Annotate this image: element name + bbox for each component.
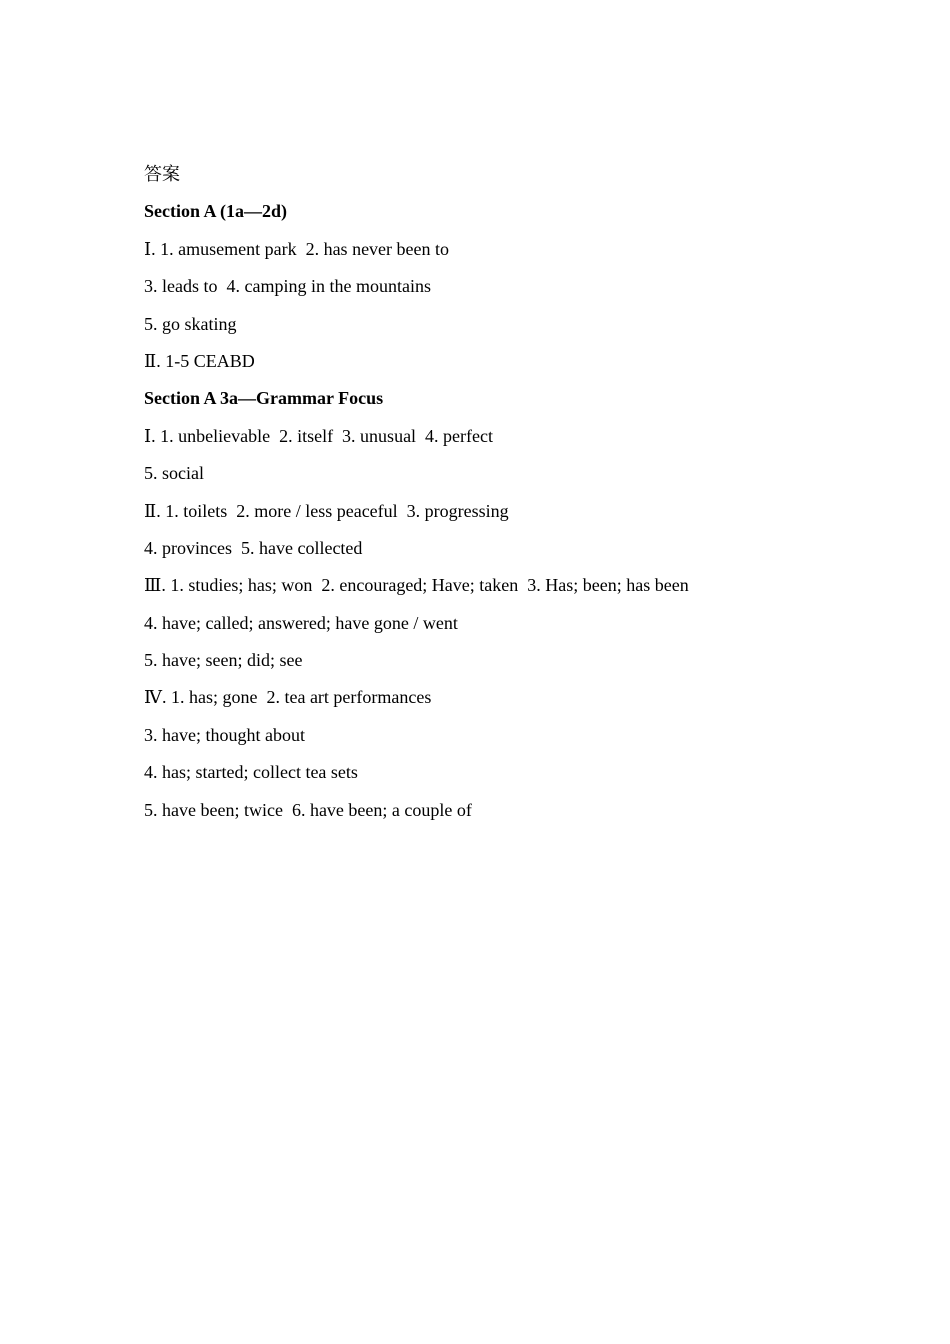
answer-line: 5. have been; twice 6. have been; a couple of — [144, 799, 472, 820]
answer-line: 5. social — [144, 463, 204, 484]
section-heading: Section A 3a—Grammar Focus — [144, 388, 384, 409]
answer-line: Ⅳ. 1. has; gone 2. tea art performances — [144, 687, 432, 708]
answer-line: 5. go skating — [144, 313, 237, 334]
page-title: 答案 — [144, 164, 180, 185]
answer-line: 4. has; started; collect tea sets — [144, 762, 358, 783]
section-heading: Section A (1a—2d) — [144, 201, 288, 222]
answer-line: Ⅰ. 1. unbelievable 2. itself 3. unusual 4. perfect — [144, 425, 494, 446]
answer-line: 3. leads to 4. camping in the mountains — [144, 276, 431, 297]
answer-line: 3. have; thought about — [144, 724, 305, 745]
answer-line: 4. provinces 5. have collected — [144, 537, 363, 558]
answer-line: Ⅲ. 1. studies; has; won 2. encouraged; Have; taken 3. Has; been; has been — [144, 575, 689, 596]
answer-line: Ⅱ. 1-5 CEABD — [144, 350, 255, 371]
answer-line: Ⅰ. 1. amusement park 2. has never been to — [144, 238, 450, 259]
answer-line: Ⅱ. 1. toilets 2. more / less peaceful 3. progressing — [144, 500, 509, 521]
answer-line: 4. have; called; answered; have gone / went — [144, 612, 458, 633]
answer-line: 5. have; seen; did; see — [144, 650, 303, 671]
answer-lines — [144, 193, 864, 829]
answer-key-content — [144, 156, 864, 829]
